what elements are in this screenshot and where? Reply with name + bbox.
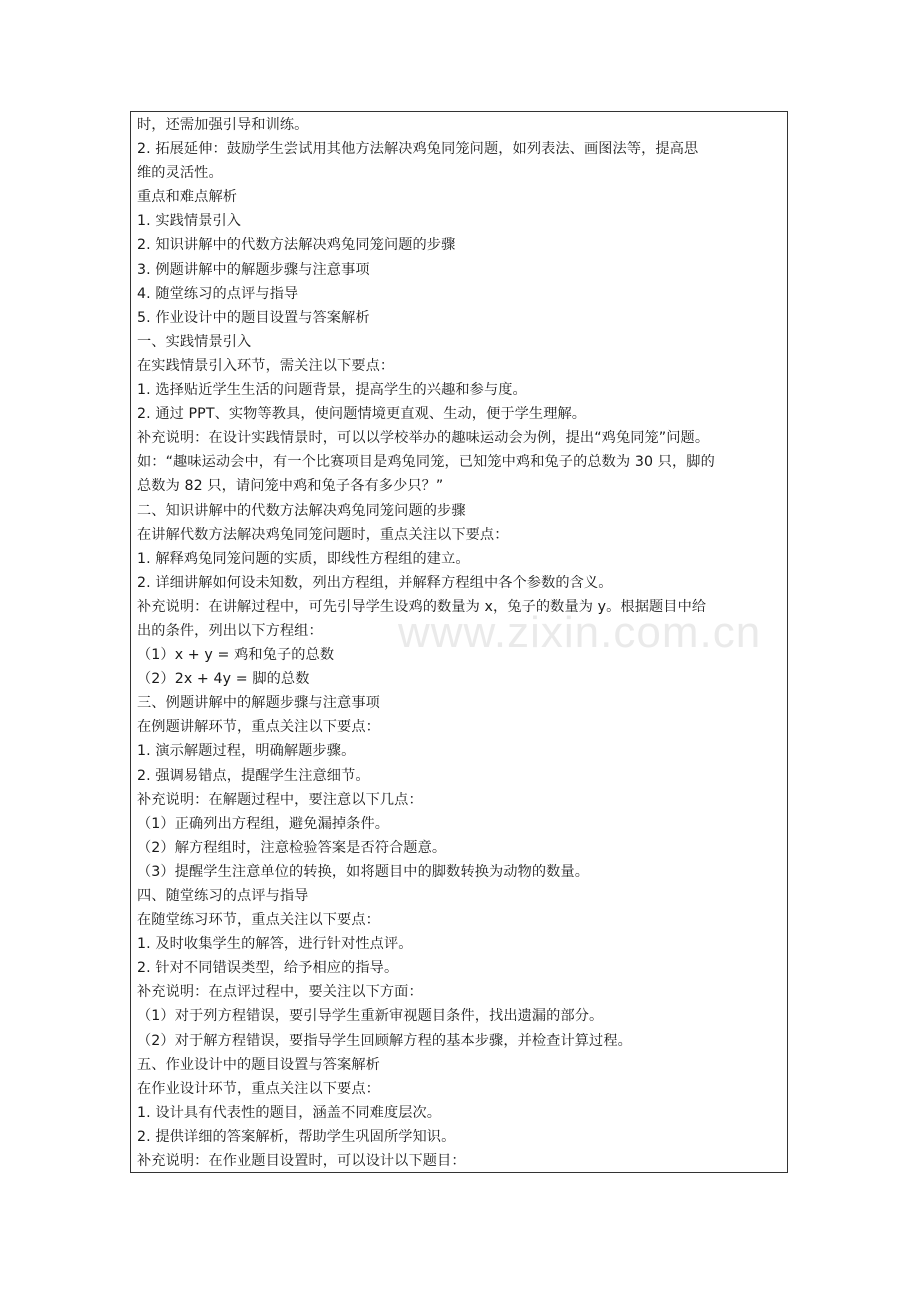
text-line: 三、例题讲解中的解题步骤与注意事项 [137,695,380,712]
text-line: 1. 解释鸡兔同笼问题的实质，即线性方程组的建立。 [137,550,470,567]
text-line: 1. 及时收集学生的解答，进行针对性点评。 [137,936,413,953]
text-line: 补充说明：在解题过程中，要注意以下几点： [137,791,423,808]
text-line: 2. 强调易错点，提醒学生注意细节。 [137,767,370,784]
text-line: 在实践情景引入环节，需关注以下要点： [137,357,395,374]
text-line: 维的灵活性。 [137,165,223,182]
text-line: 3. 例题讲解中的解题步骤与注意事项 [137,261,370,278]
text-line: 补充说明：在设计实践情景时，可以以学校举办的趣味运动会为例，提出“鸡兔同笼”问题。 [137,430,710,447]
text-line: 4. 随堂练习的点评与指导 [137,285,299,302]
text-line: 如：“趣味运动会中，有一个比赛项目是鸡兔同笼，已知笼中鸡和兔子的总数为 30 只，脚的 [137,454,715,471]
text-line: 补充说明：在作业题目设置时，可以设计以下题目： [137,1153,466,1170]
watermark: www.zixin.com.cn [398,608,762,657]
text-line: 2. 详细讲解如何设未知数，列出方程组，并解释方程组中各个参数的含义。 [137,574,613,591]
text-line: 1. 设计具有代表性的题目，涵盖不同难度层次。 [137,1104,442,1121]
text-line: 在随堂练习环节，重点关注以下要点： [137,912,380,929]
text-line: 在例题讲解环节，重点关注以下要点： [137,719,380,736]
text-line: 补充说明：在点评过程中，要关注以下方面： [137,984,423,1001]
text-line: 2. 知识讲解中的代数方法解决鸡兔同笼问题的步骤 [137,237,456,254]
text-line: 补充说明：在讲解过程中，可先引导学生设鸡的数量为 x，兔子的数量为 y。根据题目中给 [137,598,707,615]
text-line: 在作业设计环节，重点关注以下要点： [137,1080,380,1097]
text-line: 5. 作业设计中的题目设置与答案解析 [137,309,370,326]
text-line: 1. 实践情景引入 [137,213,242,230]
text-line: （1）正确列出方程组，避免漏掉条件。 [137,815,390,832]
text-line: （3）提醒学生注意单位的转换，如将题目中的脚数转换为动物的数量。 [137,863,590,880]
text-line: 2. 通过 PPT、实物等教具，使问题情境更直观、生动，便于学生理解。 [137,406,587,423]
text-line: 1. 演示解题过程，明确解题步骤。 [137,743,356,760]
text-line: 一、实践情景引入 [137,333,252,350]
text-line: （2）解方程组时，注意检验答案是否符合题意。 [137,839,447,856]
text-line: 2. 拓展延伸：鼓励学生尝试用其他方法解决鸡兔同笼问题，如列表法、画图法等，提高思 [137,141,699,158]
text-line: 2. 提供详细的答案解析，帮助学生巩固所学知识。 [137,1128,456,1145]
text-line: 二、知识讲解中的代数方法解决鸡兔同笼问题的步骤 [137,502,466,519]
text-line: （2）对于解方程错误，要指导学生回顾解方程的基本步骤，并检查计算过程。 [137,1032,632,1049]
text-line: 在讲解代数方法解决鸡兔同笼问题时，重点关注以下要点： [137,526,509,543]
text-line: （1）对于列方程错误，要引导学生重新审视题目条件，找出遗漏的部分。 [137,1008,604,1025]
text-line: 五、作业设计中的题目设置与答案解析 [137,1056,380,1073]
text-line: 时，还需加强引导和训练。 [137,117,309,133]
text-line: 重点和难点解析 [137,189,238,206]
text-line: 2. 针对不同错误类型，给予相应的指导。 [137,960,399,977]
text-line: 1. 选择贴近学生生活的问题背景，提高学生的兴趣和参与度。 [137,382,527,399]
text-line: 总数为 82 只，请问笼中鸡和兔子各有多少只？” [137,478,444,495]
text-line: （2）2x + 4y = 脚的总数 [137,671,310,688]
text-line: 出的条件，列出以下方程组： [137,622,323,639]
text-line: （1）x + y = 鸡和兔子的总数 [137,647,335,664]
text-line: 四、随堂练习的点评与指导 [137,888,309,904]
